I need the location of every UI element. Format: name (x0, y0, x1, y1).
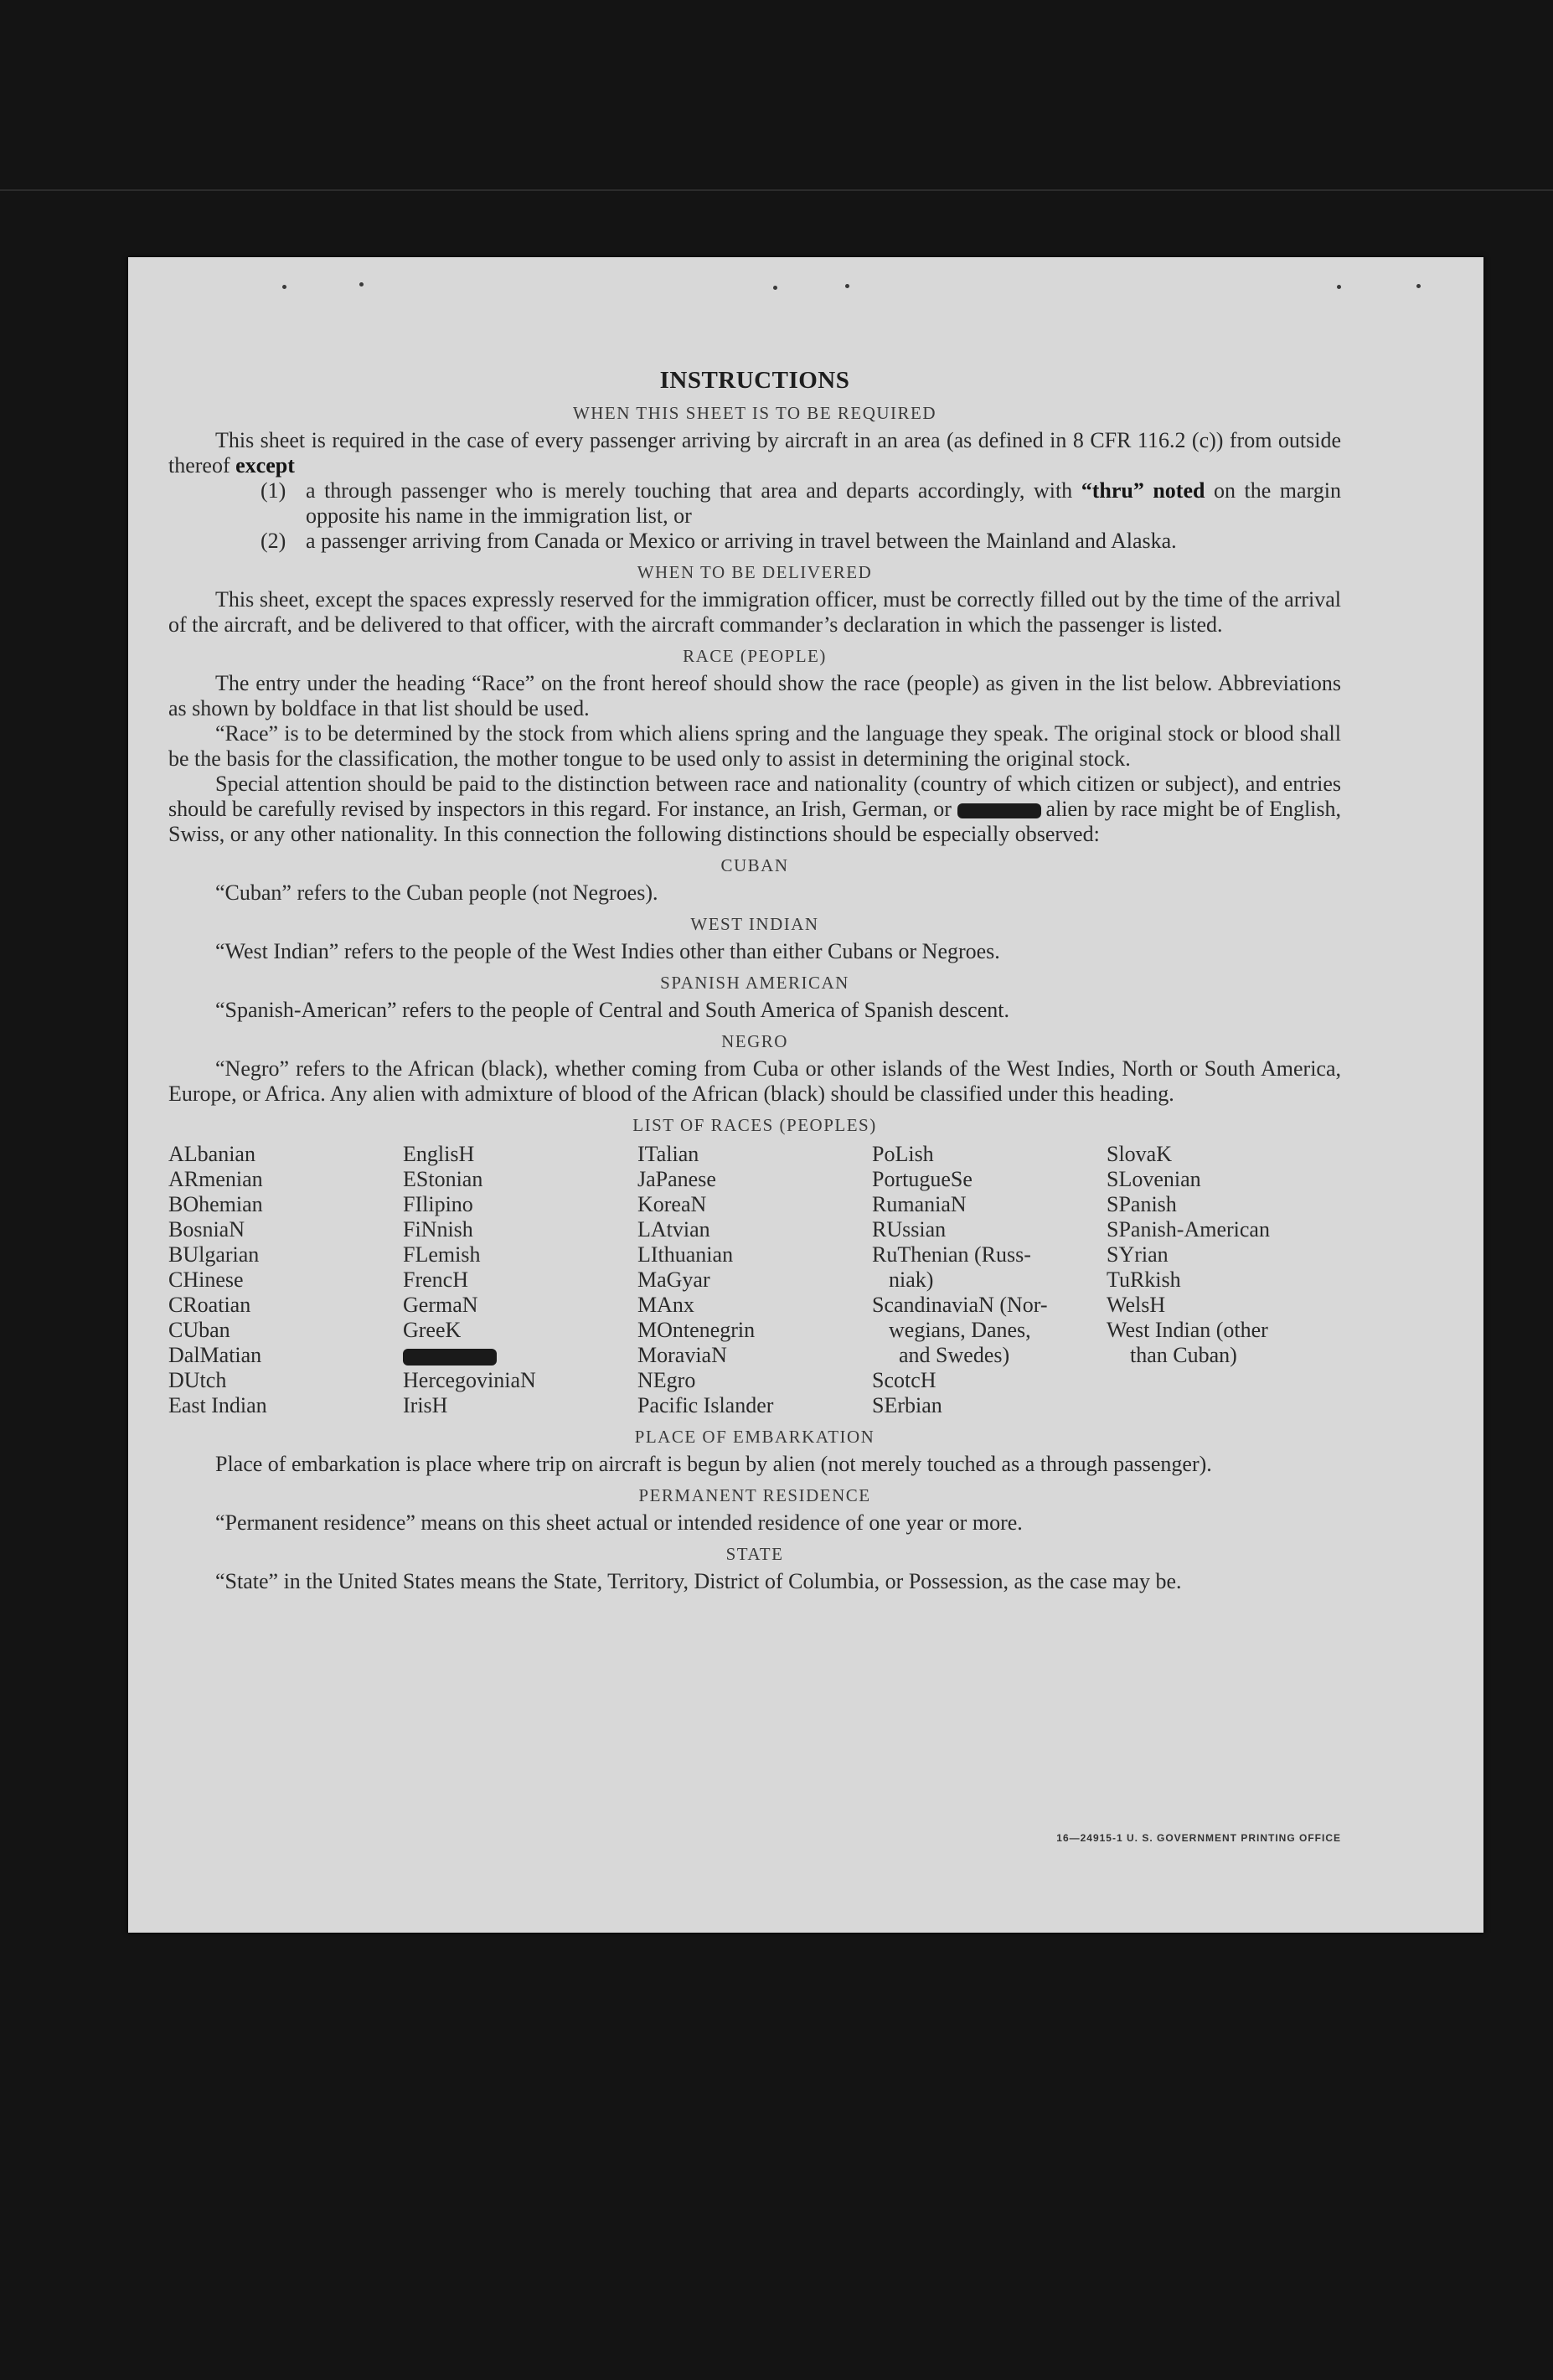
race-entry: KoreaN (637, 1192, 707, 1216)
race-entry: PortugueSe (872, 1167, 973, 1191)
negro-text: “Negro” refers to the African (black), whether coming from Cuba or other islands of the West Indies, North or South America, Europe, or Africa. Any alien with admixture of blood of the African (black) should be classified under this heading. (168, 1056, 1341, 1106)
race-entry: MoraviaN (637, 1343, 727, 1367)
race-entry: WelsH (1107, 1293, 1166, 1317)
heading-state: STATE (725, 1544, 784, 1564)
race-entry: CHinese (168, 1267, 244, 1292)
race-entry: GermaN (403, 1293, 478, 1317)
race-entry: ScotcH (872, 1368, 936, 1392)
cuban-text: “Cuban” refers to the Cuban people (not Negroes). (215, 880, 658, 905)
race-entry: FiNnish (403, 1217, 473, 1242)
race-entry: CRoatian (168, 1293, 251, 1317)
race-entry: BosniaN (168, 1217, 245, 1242)
exception-item-2: (2) a passenger arriving from Canada or Mexico or arriving in travel between the Mainland and Alaska. (261, 529, 1177, 553)
races-column-1 (168, 1142, 403, 1418)
race-entry: BUlgarian (168, 1242, 260, 1267)
race-paragraph-1: The entry under the heading “Race” on the front hereof should show the race (people) as given in the list below. Abbreviations as shown by boldface in that list should be used. (168, 671, 1341, 720)
residence-text: “Permanent residence” means on this sheet actual or intended residence of one year or more. (215, 1510, 1023, 1535)
race-paragraph-3: Special attention should be paid to the distinction between race and nationality (country of which citizen or subject), and entries should be carefully revised by inspectors in this regard. For instance, an Irish, German, or alien by race might be of English, Swiss, or any other nationality. In this connection the following distinctions should be especially observed: (168, 772, 1342, 846)
race-entry: West Indian (other (1107, 1318, 1268, 1342)
exception-item-1: (1) a through passenger who is merely touching that area and departs accordingly, with “thru” noted on the margin opposite his name in the immigration list, or (261, 478, 1341, 528)
race-entry: SPanish (1107, 1192, 1177, 1216)
race-entry: SPanish-American (1107, 1217, 1270, 1242)
race-entry-redacted (403, 1343, 637, 1368)
punch-mark (773, 286, 777, 290)
race-entry: SErbian (872, 1393, 942, 1417)
race-entry: wegians, Danes, (889, 1318, 1031, 1342)
race-entry: TuRkish (1107, 1267, 1181, 1292)
document-title: INSTRUCTIONS (659, 367, 850, 394)
heading-spanish-american: SPANISH AMERICAN (660, 973, 849, 993)
heading-west-indian: WEST INDIAN (690, 914, 819, 934)
race-entry: ScandinaviaN (Nor- (872, 1293, 1048, 1317)
west-indian-text: “West Indian” refers to the people of the West Indies other than either Cubans or Negroes. (215, 939, 1000, 963)
race-entry: RumaniaN (872, 1192, 967, 1216)
race-entry: RuThenian (Russ- (872, 1242, 1031, 1267)
race-entry: East Indian (168, 1393, 267, 1417)
race-entry: SYrian (1107, 1242, 1169, 1267)
race-entry: FIlipino (403, 1192, 473, 1216)
race-entry: LAtvian (637, 1217, 710, 1242)
race-entry: CUban (168, 1318, 230, 1342)
race-entry: RUssian (872, 1217, 947, 1242)
heading-cuban: CUBAN (720, 855, 789, 875)
heading-embarkation: PLACE OF EMBARKATION (634, 1427, 875, 1447)
race-entry: SlovaK (1107, 1142, 1172, 1166)
race-paragraph-2: “Race” is to be determined by the stock from which aliens spring and the language they speak. The original stock or blood shall be the basis for the classification, the mother tongue to be used only to assist in determining the original stock. (168, 721, 1341, 771)
race-entry: Pacific Islander (637, 1393, 774, 1417)
heading-race: RACE (PEOPLE) (683, 646, 827, 666)
punch-mark (359, 282, 364, 287)
race-entry: LIthuanian (637, 1242, 734, 1267)
heading-permanent-residence: PERMANENT RESIDENCE (638, 1485, 871, 1505)
race-entry: FLemish (403, 1242, 481, 1267)
race-entry: MAnx (637, 1293, 694, 1317)
when-delivered-text: This sheet, except the spaces expressly reserved for the immigration officer, must be correctly filled out by the time of the arrival of the aircraft, and be delivered to that officer, with the aircraft commander’s declaration in which the passenger is listed. (168, 587, 1341, 637)
races-column-3 (637, 1142, 872, 1418)
race-entry: MaGyar (637, 1267, 710, 1292)
race-entry: DalMatian (168, 1343, 262, 1367)
race-entry: ITalian (637, 1142, 699, 1166)
embarkation-text: Place of embarkation is place where trip on aircraft is begun by alien (not merely touched as a through passenger). (215, 1452, 1212, 1476)
punch-mark (1416, 284, 1421, 288)
race-entry: BOhemian (168, 1192, 263, 1216)
race-entry: DUtch (168, 1368, 227, 1392)
punch-mark (845, 284, 849, 288)
races-column-5 (1107, 1142, 1341, 1418)
race-entry: PoLish (872, 1142, 934, 1166)
heading-when-required: WHEN THIS SHEET IS TO BE REQUIRED (572, 403, 937, 423)
races-list (168, 1142, 1341, 1418)
race-entry: ALbanian (168, 1142, 255, 1166)
race-entry: and Swedes) (899, 1343, 1010, 1367)
race-entry: EnglisH (403, 1142, 475, 1166)
race-entry: than Cuban) (1130, 1343, 1237, 1367)
race-entry: HercegoviniaN (403, 1368, 536, 1392)
heading-negro: NEGRO (721, 1031, 788, 1051)
race-entry: FrencH (403, 1267, 468, 1292)
race-entry: ARmenian (168, 1167, 263, 1191)
redaction-mark (957, 803, 1041, 818)
heading-list-of-races: LIST OF RACES (PEOPLES) (632, 1115, 877, 1135)
state-text: “State” in the United States means the State, Territory, District of Columbia, or Possession, as the case may be. (215, 1569, 1182, 1593)
print-code: 16—24915-1 U. S. GOVERNMENT PRINTING OFFICE (1056, 1832, 1341, 1844)
punch-mark (282, 285, 286, 289)
race-entry: MOntenegrin (637, 1318, 756, 1342)
race-entry: NEgro (637, 1368, 696, 1392)
instruction-sheet (128, 257, 1483, 1933)
race-entry: GreeK (403, 1318, 462, 1342)
heading-when-delivered: WHEN TO BE DELIVERED (637, 562, 873, 582)
when-required-intro: This sheet is required in the case of every passenger arriving by aircraft in an area (as defined in 8 CFR 116.2 (c)) from outside thereof except (168, 428, 1341, 478)
race-entry: IrisH (403, 1393, 448, 1417)
spanish-american-text: “Spanish-American” refers to the people of Central and South America of Spanish descent. (215, 998, 1009, 1022)
race-entry: EStonian (403, 1167, 483, 1191)
race-entry: JaPanese (637, 1167, 716, 1191)
punch-mark (1337, 285, 1341, 289)
races-column-4 (872, 1142, 1107, 1418)
races-column-2 (403, 1142, 637, 1418)
document-body (168, 366, 1341, 1594)
scan-artifact-line (0, 189, 1553, 191)
race-entry: niak) (889, 1267, 934, 1292)
race-entry: SLovenian (1107, 1167, 1201, 1191)
redaction-mark (403, 1349, 497, 1366)
